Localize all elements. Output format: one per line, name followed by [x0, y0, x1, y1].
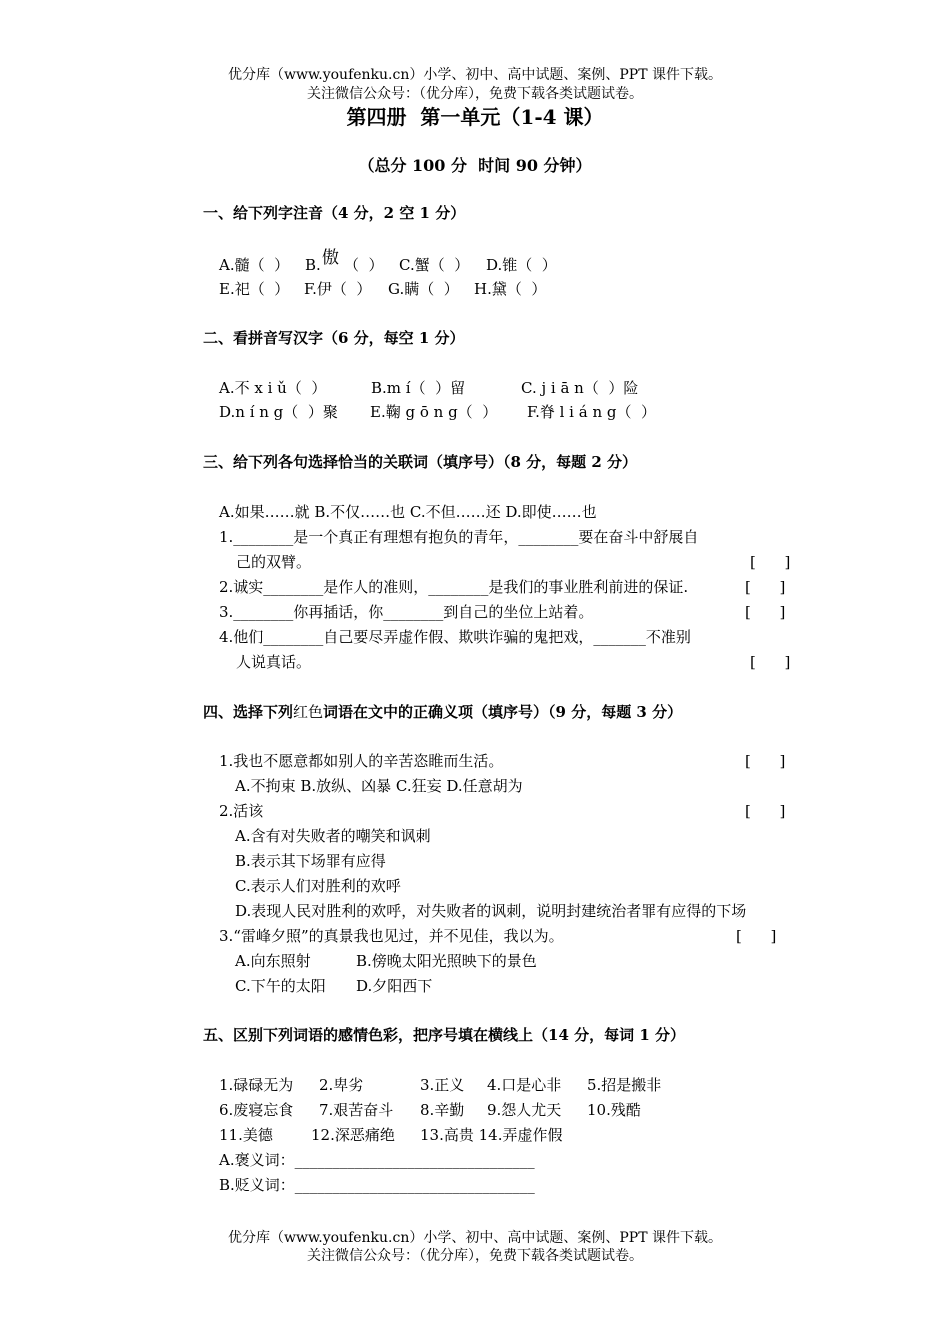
s4-question-3: 3.“雷峰夕照”的真景我也见过，并不见佳，我以为。 — [219, 927, 564, 945]
s4-q2-option-c: C.表示人们对胜利的欢呼 — [235, 877, 401, 895]
s4-q3-option-b: B.傍晚太阳光照映下的景色 — [356, 952, 537, 970]
s2-item-d: D.n í n g（ ）聚 — [219, 403, 338, 421]
section-4-heading — [203, 705, 682, 720]
s5-word-10: 10.残酷 — [587, 1101, 641, 1119]
s5-word-8: 8.辛勤 — [420, 1101, 465, 1119]
s4-answer-bracket-2: [ ] — [745, 802, 786, 820]
s5-word-4: 4.口是心非 — [487, 1076, 562, 1094]
s2-item-a: A.不 x i ǔ（ ） — [219, 379, 327, 397]
page-title: 第四册 第一单元（1-4 课） — [346, 105, 604, 129]
section-1-heading: 一、给下列字注音（4 分，2 空 1 分） — [203, 204, 466, 222]
section-3-heading: 三、给下列各句选择恰当的关联词（填序号）（8 分，每题 2 分） — [203, 453, 638, 471]
s3-answer-bracket-4: [ ] — [750, 653, 791, 671]
s5-word-6: 6.废寝忘食 — [219, 1101, 294, 1119]
footer-line-1: 优分库（www.youfenku.cn）小学、初中、高中试题、案例、PPT 课件下载。 — [227, 1230, 722, 1246]
s3-options: A.如果……就 B.不仅……也 C.不但……还 D.即使……也 — [219, 503, 597, 521]
s4-q3-option-c: C.下午的太阳 — [235, 977, 326, 995]
s4-question-1: 1.我也不愿意都如别人的辛苦恣睢而生活。 — [219, 752, 504, 770]
s4-q1-options: A.不拘束 B.放纵、凶暴 C.狂妄 D.任意胡为 — [235, 777, 523, 795]
s4-question-2: 2.活该 — [219, 802, 264, 820]
s5-answer-derogatory: B.贬义词：________________________________ — [219, 1176, 535, 1194]
footer-line-2: 关注微信公众号：（优分库），免费下载各类试题试卷。 — [307, 1248, 643, 1264]
header-line-2: 关注微信公众号：（优分库），免费下载各类试题试卷。 — [307, 86, 643, 102]
s3-question-4-cont: 人说真话。 — [236, 653, 312, 671]
s4-q2-option-b: B.表示其下场罪有应得 — [235, 852, 386, 870]
s5-word-3: 3.正义 — [420, 1076, 465, 1094]
s1-item-e: E.祀（ ） — [219, 280, 290, 298]
s5-word-2: 2.卑劣 — [319, 1076, 364, 1094]
page-subtitle: （总分 100 分 时间 90 分钟） — [358, 156, 592, 175]
s2-item-e: E.鞠 g ō n g（ ） — [370, 403, 498, 421]
s3-answer-bracket-3: [ ] — [745, 603, 786, 621]
s4-heading-part-1: 四、选择下列 — [203, 703, 294, 721]
header-line-1: 优分库（www.youfenku.cn）小学、初中、高中试题、案例、PPT 课件下载。 — [227, 67, 722, 83]
s4-heading-part-2: 词语在文中的正确义项（填序号）（9 分，每题 3 分） — [323, 703, 683, 721]
s5-word-5: 5.招是搬非 — [587, 1076, 662, 1094]
s5-word-9: 9.怨人尤天 — [487, 1101, 562, 1119]
section-5-heading: 五、区别下列词语的感情色彩，把序号填在横线上（14 分，每词 1 分） — [203, 1026, 685, 1044]
s3-question-1-cont: 己的双臂。 — [236, 553, 312, 571]
s4-q3-option-a: A.向东照射 — [235, 952, 311, 970]
s4-q3-option-d: D.夕阳西下 — [356, 977, 433, 995]
s2-item-b: B.m í（ ）留 — [371, 379, 466, 397]
section-2-heading: 二、看拼音写汉字（6 分，每空 1 分） — [203, 329, 465, 347]
s2-item-c: C. j i ā n（ ）险 — [521, 379, 639, 397]
s1-item-b-char: 傲 — [322, 248, 339, 268]
s5-word-1: 1.碌碌无为 — [219, 1076, 294, 1094]
s4-answer-bracket-3: [ ] — [736, 927, 777, 945]
s1-item-f: F.伊（ ） — [304, 280, 372, 298]
s1-item-d: D.锥（ ） — [486, 256, 557, 274]
s4-q2-option-a: A.含有对失败者的嘲笑和讽刺 — [235, 827, 431, 845]
s1-item-a: A.髓（ ） — [219, 256, 290, 274]
s4-heading-red-word: 红色 — [293, 703, 324, 721]
s1-item-c: C.蟹（ ） — [399, 256, 470, 274]
s1-item-b-label: B. — [305, 256, 321, 274]
s4-answer-bracket-1: [ ] — [745, 752, 786, 770]
s5-word-11: 11.美德 — [219, 1126, 273, 1144]
s5-word-12: 12.深恶痛绝 — [311, 1126, 395, 1144]
s1-item-g: G.瞒（ ） — [388, 280, 459, 298]
s3-question-4: 4.他们________自己要尽弄虚作假、欺哄诈骗的鬼把戏，_______不准别 — [219, 628, 691, 646]
s1-item-h: H.黛（ ） — [474, 280, 547, 298]
s3-question-3: 3.________你再插话，你________到自己的坐位上站着。 — [219, 603, 594, 621]
s3-answer-bracket-1: [ ] — [750, 553, 791, 571]
s1-item-b-blank: （ ） — [344, 256, 384, 274]
s5-word-7: 7.艰苦奋斗 — [319, 1101, 394, 1119]
s5-word-13-14: 13.高贵 14.弄虚作假 — [420, 1126, 563, 1144]
s4-q2-option-d: D.表现人民对胜利的欢呼，对失败者的讽刺，说明封建统治者罪有应得的下场 — [235, 902, 747, 920]
s2-item-f: F.脊 l i á n g（ ） — [527, 403, 657, 421]
s3-question-1: 1.________是一个真正有理想有抱负的青年，________要在奋斗中舒展自 — [219, 528, 699, 546]
s3-question-2: 2.诚实________是作人的准则，________是我们的事业胜利前进的保证. — [219, 578, 689, 596]
s3-answer-bracket-2: [ ] — [745, 578, 786, 596]
s5-answer-commendatory: A.褒义词：________________________________ — [219, 1151, 535, 1169]
